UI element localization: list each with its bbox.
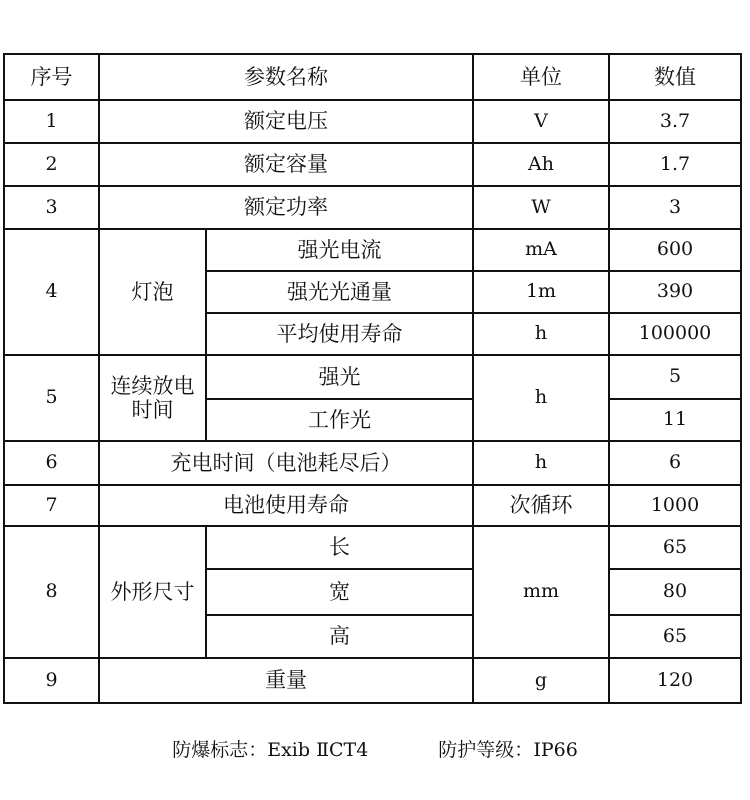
row-value: 120 (609, 658, 741, 703)
table-row (4, 229, 741, 271)
row-index: 1 (4, 100, 99, 143)
footer-markings (0, 735, 750, 762)
table-row (4, 100, 741, 143)
table-row (4, 186, 741, 229)
explosion-proof-mark (172, 735, 368, 762)
row-value: 3 (609, 186, 741, 229)
row-group-label (99, 355, 206, 441)
row-sub-param: 强光 (206, 355, 473, 399)
table-row (4, 441, 741, 485)
row-sub-param: 工作光 (206, 399, 473, 441)
protection-grade-value: IP66 (533, 739, 578, 761)
table-row (4, 485, 741, 526)
row-param: 重量 (99, 658, 473, 703)
row-value: 11 (609, 399, 741, 441)
row-sub-param: 高 (206, 615, 473, 658)
row-value: 100000 (609, 313, 741, 355)
row-group-label: 外形尺寸 (99, 526, 206, 658)
row-index: 2 (4, 143, 99, 186)
row-value: 5 (609, 355, 741, 399)
table-row (4, 355, 741, 399)
row-unit: h (473, 355, 609, 441)
row-unit: 1m (473, 271, 609, 313)
group-label-line1: 连续放电 (110, 373, 195, 398)
protection-grade-mark (438, 735, 577, 762)
row-unit: 次循环 (473, 485, 609, 526)
spec-table (3, 53, 742, 704)
row-value: 1.7 (609, 143, 741, 186)
row-index: 5 (4, 355, 99, 441)
explosion-proof-label: 防爆标志： (172, 739, 268, 761)
row-param: 充电时间（电池耗尽后） (99, 441, 473, 485)
header-param: 参数名称 (99, 54, 473, 100)
row-index: 4 (4, 229, 99, 355)
row-value: 3.7 (609, 100, 741, 143)
row-value: 6 (609, 441, 741, 485)
row-sub-param: 长 (206, 526, 473, 569)
table-header-row (4, 54, 741, 100)
row-group-label: 灯泡 (99, 229, 206, 355)
header-unit: 单位 (473, 54, 609, 100)
explosion-proof-value: Exib ⅡCT4 (267, 739, 369, 761)
row-unit: W (473, 186, 609, 229)
table-row (4, 658, 741, 703)
protection-grade-label: 防护等级： (438, 739, 534, 761)
row-param: 额定功率 (99, 186, 473, 229)
row-value: 600 (609, 229, 741, 271)
row-param: 额定电压 (99, 100, 473, 143)
row-param: 电池使用寿命 (99, 485, 473, 526)
row-index: 3 (4, 186, 99, 229)
row-value: 80 (609, 569, 741, 615)
row-value: 65 (609, 615, 741, 658)
row-value: 390 (609, 271, 741, 313)
table-row (4, 143, 741, 186)
row-unit: mm (473, 526, 609, 658)
row-unit: h (473, 441, 609, 485)
row-sub-param: 强光电流 (206, 229, 473, 271)
row-value: 1000 (609, 485, 741, 526)
row-sub-param: 平均使用寿命 (206, 313, 473, 355)
row-unit: g (473, 658, 609, 703)
row-unit: Ah (473, 143, 609, 186)
row-index: 6 (4, 441, 99, 485)
row-unit: V (473, 100, 609, 143)
row-value: 65 (609, 526, 741, 569)
row-sub-param: 宽 (206, 569, 473, 615)
row-index: 7 (4, 485, 99, 526)
row-param: 额定容量 (99, 143, 473, 186)
table-row (4, 526, 741, 569)
row-index: 8 (4, 526, 99, 658)
group-label-line2: 时间 (131, 398, 174, 422)
row-index: 9 (4, 658, 99, 703)
row-sub-param: 强光光通量 (206, 271, 473, 313)
header-value: 数值 (609, 54, 741, 100)
row-unit: mA (473, 229, 609, 271)
row-unit: h (473, 313, 609, 355)
header-index: 序号 (4, 54, 99, 100)
